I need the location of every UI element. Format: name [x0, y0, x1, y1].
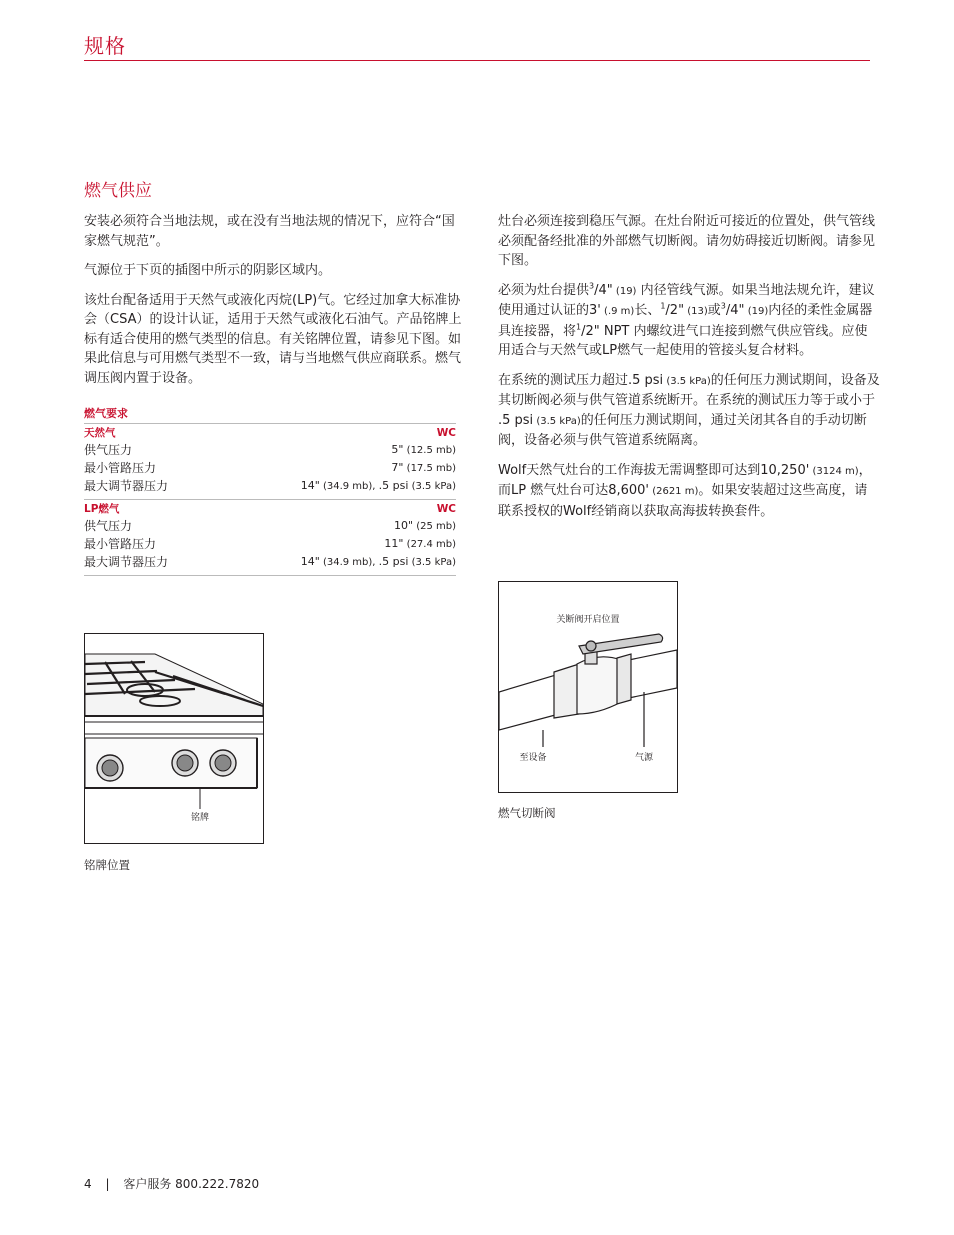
table-row	[84, 535, 456, 553]
rating-plate-callout: 铭牌	[190, 813, 210, 823]
footer-separator: |	[105, 1177, 110, 1191]
unit-label: WC	[436, 427, 456, 439]
page-title: 规格	[84, 34, 126, 58]
valve-open-callout: 关断阀开启位置	[556, 615, 620, 625]
row-label: 供气压力	[84, 519, 133, 533]
right-column	[498, 212, 880, 531]
row-value: 11" (27.4 mb)	[384, 537, 456, 550]
table-subheading	[84, 500, 456, 517]
natural-gas-label: 天然气	[84, 427, 116, 439]
row-label: 最小管路压力	[84, 461, 157, 475]
row-value: 10" (25 mb)	[393, 519, 456, 532]
row-label: 最小管路压力	[84, 537, 157, 551]
to-appliance-callout: 至设备	[519, 753, 547, 763]
figure-caption: 铭牌位置	[84, 858, 130, 872]
page-footer	[84, 1175, 259, 1192]
table-row	[84, 517, 456, 535]
paragraph: 在系统的测试压力超过.5 psi (3.5 kPa)的任何压力测试期间，设备及其切断阀必须与供气管道系统断开。在系统的测试压力等于或小于 .5 psi (3.5 kPa)的任何压力测试期间，通过关闭其各自的手动切断阀，设备必须与供气管道系统隔离。	[498, 372, 880, 448]
table-row	[84, 441, 456, 459]
paragraph: 灶台必须连接到稳压气源。在灶台附近可接近的位置处，供气管线必须配备经批准的外部燃气切断阀。请勿妨碍接近切断阀。请参见下图。	[498, 214, 876, 268]
rangetop-illustration	[85, 634, 263, 843]
gas-table-heading: 燃气要求	[84, 407, 128, 420]
row-value: 5" (12.5 mb)	[391, 443, 456, 456]
shutoff-valve-illustration	[499, 582, 677, 792]
rating-plate-figure	[84, 633, 264, 844]
paragraph: Wolf天然气灶台的工作海拔无需调整即可达到10,250' (3124 m)，而LP 燃气灶台可达8,600' (2621 m)。如果安装超过这些高度，请联系授权的Wolf经销商以获取高海拔转换套件。	[498, 462, 872, 519]
table-row	[84, 459, 456, 477]
table-row	[84, 553, 456, 571]
lp-gas-label: LP燃气	[84, 503, 120, 515]
row-label: 最大调节器压力	[84, 555, 169, 569]
table-subheading	[84, 424, 456, 441]
figure-caption: 燃气切断阀	[498, 806, 556, 820]
paragraph: 气源位于下页的插图中所示的阴影区域内。	[84, 263, 332, 278]
paragraph: 该灶台配备适用于天然气或液化丙烷(LP)气。它经过加拿大标准协会（CSA）的设计认证，适用于天然气或液化石油气。产品铭牌上标有适合使用的燃气类型的信息。有关铭牌位置，请参见下图。如果此信息与可用燃气类型不一致，请与当地燃气供应商联系。燃气调压阀内置于设备。	[84, 292, 462, 386]
customer-service: 客户服务 800.222.7820	[123, 1177, 260, 1191]
paragraph: 安装必须符合当地法规，或在没有当地法规的情况下，应符合“国家燃气规范”。	[84, 214, 455, 249]
gas-requirements-table	[84, 423, 456, 576]
title-rule	[84, 60, 870, 61]
gas-source-callout: 气源	[634, 753, 654, 763]
shutoff-valve-figure	[498, 581, 678, 793]
row-value: 14" (34.9 mb), .5 psi (3.5 kPa)	[300, 479, 456, 492]
row-label: 供气压力	[84, 443, 133, 457]
paragraph: 必须为灶台提供$^3$/4" (19) 内径管线气源。如果当地法规允许，建议使用通过认证的3' (.9 m)长、$^1$/2" (13)或$^3$/4" (19)内径的柔性金属器具连接器，将$^1$/2" NPT 内螺纹进气口连接到燃气供应管线。应使用适合与天然气或LP燃气一起使用的管接头复合材料。	[498, 281, 875, 358]
left-column	[84, 212, 464, 398]
page-number: 4	[84, 1177, 92, 1191]
unit-label: WC	[436, 503, 456, 515]
row-value: 7" (17.5 mb)	[391, 461, 456, 474]
section-title: 燃气供应	[84, 181, 152, 201]
row-label: 最大调节器压力	[84, 479, 169, 493]
row-value: 14" (34.9 mb), .5 psi (3.5 kPa)	[300, 555, 456, 568]
table-row	[84, 477, 456, 495]
